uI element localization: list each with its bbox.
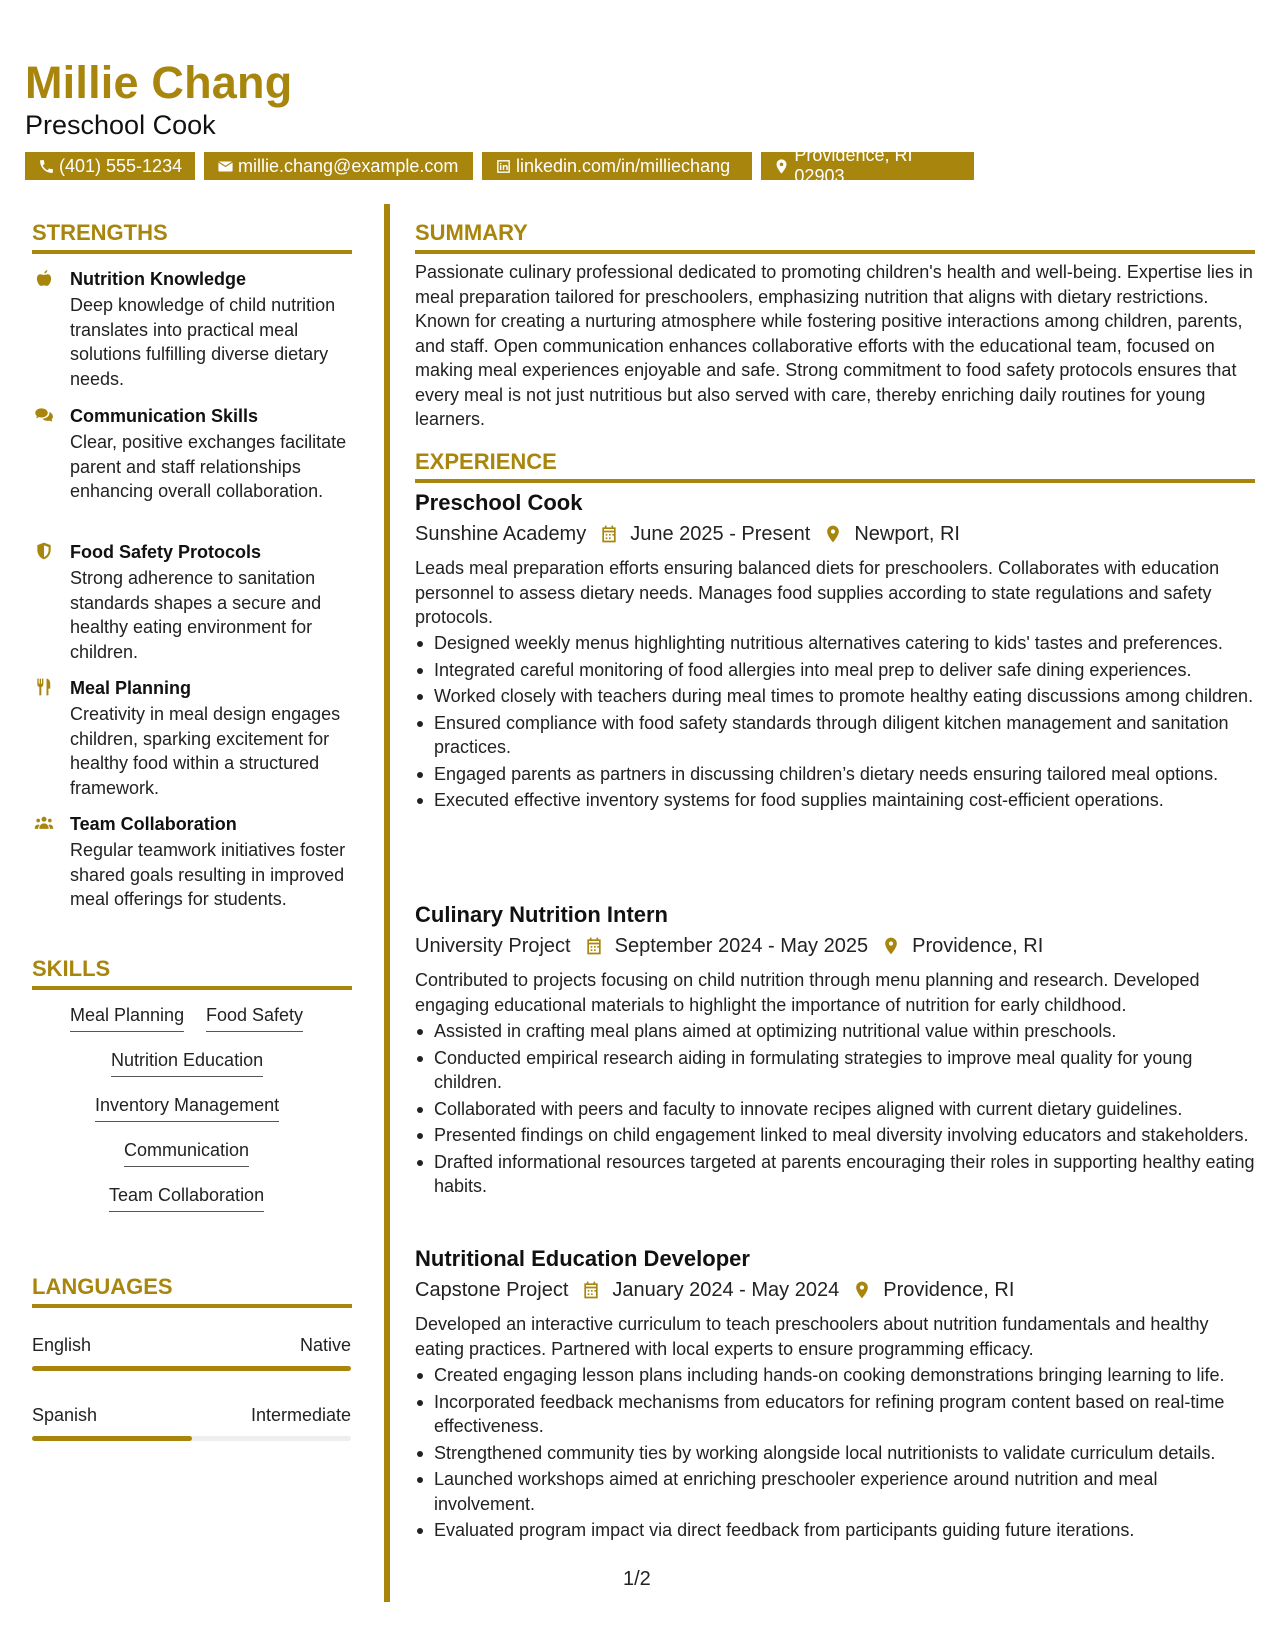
list-item: Ensured compliance with food safety standards through diligent kitchen management and sanitation practices. <box>415 711 1255 760</box>
strength-desc: Regular teamwork initiatives foster shared goals resulting in improved meal offerings for students. <box>70 840 346 909</box>
contact-email[interactable] <box>204 152 473 180</box>
list-item: Worked closely with teachers during meal times to promote healthy eating discussions among children. <box>415 684 1255 709</box>
skill-tag: Inventory Management <box>95 1094 279 1122</box>
page-number: 1/2 <box>623 1568 651 1590</box>
language-name: Spanish <box>32 1405 98 1425</box>
job-org: Capstone Project <box>415 1279 569 1301</box>
language-bar-fill <box>32 1436 192 1441</box>
job-title: Culinary Nutrition Intern <box>415 902 668 927</box>
experience-rule <box>415 479 1255 483</box>
strengths-rule <box>32 250 352 254</box>
language-bar <box>32 1366 351 1371</box>
contact-location <box>761 145 974 186</box>
job-description: Leads meal preparation efforts ensuring balanced diets for preschoolers. Collaborates with education personnel to assess dietary needs. Manages food supplies according to state regulations and safety protocols. <box>415 558 1220 627</box>
envelope-icon <box>216 157 234 175</box>
languages-rule <box>32 1304 352 1308</box>
strength-title: Communication Skills <box>70 406 259 426</box>
skill-tag: Communication <box>124 1139 249 1167</box>
strengths-heading: STRENGTHS <box>32 220 168 245</box>
strength-title: Team Collaboration <box>70 814 237 834</box>
list-item: Conducted empirical research aiding in formulating strategies to improve meal quality for young children. <box>415 1046 1255 1095</box>
candidate-title: Preschool Cook <box>25 110 216 140</box>
experience-heading: EXPERIENCE <box>415 449 557 474</box>
list-item: Presented findings on child engagement linked to meal diversity involving educators and stakeholders. <box>415 1123 1255 1148</box>
job-org: Sunshine Academy <box>415 523 587 545</box>
calendar-icon <box>580 1279 602 1301</box>
job-dates: September 2024 - May 2025 <box>614 935 869 957</box>
languages-heading: LANGUAGES <box>32 1274 173 1299</box>
shield-icon <box>34 541 56 563</box>
apple-icon <box>34 268 56 290</box>
utensils-icon <box>34 677 56 699</box>
map-pin-icon <box>880 935 902 957</box>
job-meta <box>415 522 960 546</box>
strength-title: Nutrition Knowledge <box>70 269 246 289</box>
list-item: Created engaging lesson plans including hands-on cooking demonstrations bringing learning to life. <box>415 1363 1255 1388</box>
contact-phone[interactable] <box>25 152 195 180</box>
job-title: Preschool Cook <box>415 490 583 515</box>
skills-heading: SKILLS <box>32 956 111 981</box>
language-bar <box>32 1436 351 1441</box>
map-pin-icon <box>851 1279 873 1301</box>
calendar-icon <box>583 935 605 957</box>
candidate-name: Millie Chang <box>25 57 293 108</box>
calendar-icon <box>598 523 620 545</box>
strength-title: Food Safety Protocols <box>70 542 262 562</box>
job-location: Providence, RI <box>912 935 1044 957</box>
contact-bar <box>25 145 974 186</box>
list-item: Collaborated with peers and faculty to innovate recipes aligned with current dietary guidelines. <box>415 1097 1255 1122</box>
job-meta <box>415 1278 1014 1302</box>
job-location: Providence, RI <box>883 1279 1015 1301</box>
job-meta <box>415 934 1043 958</box>
contact-linkedin[interactable] <box>482 152 752 180</box>
users-icon <box>34 813 56 835</box>
skills-rule <box>32 986 352 990</box>
job-bullets <box>415 1363 1255 1545</box>
contact-location-text: Providence, RI 02903 <box>794 145 913 186</box>
job-bullets <box>415 631 1255 815</box>
contact-email-text: millie.chang@example.com <box>238 155 459 176</box>
skill-tag: Food Safety <box>206 1004 303 1032</box>
job-description: Developed an interactive curriculum to teach preschoolers about nutrition fundamentals and healthy eating practices. Partnered with local experts to ensure programming efficacy. <box>415 1314 1209 1359</box>
job-location: Newport, RI <box>854 523 960 545</box>
phone-icon <box>37 157 55 175</box>
list-item: Assisted in crafting meal plans aimed at optimizing nutritional value within preschools. <box>415 1019 1255 1044</box>
skill-tag: Team Collaboration <box>109 1184 264 1212</box>
list-item: Evaluated program impact via direct feedback from participants guiding future iterations. <box>415 1518 1255 1543</box>
list-item: Designed weekly menus highlighting nutritious alternatives catering to kids' tastes and preferences. <box>415 631 1255 656</box>
language-bar-fill <box>32 1366 351 1371</box>
list-item: Integrated careful monitoring of food allergies into meal prep to deliver safe dining experiences. <box>415 658 1255 683</box>
column-divider <box>384 204 390 1602</box>
language-level: Native <box>299 1335 351 1355</box>
map-pin-icon <box>773 157 790 175</box>
contact-phone-text: (401) 555-1234 <box>59 155 183 176</box>
job-dates: January 2024 - May 2024 <box>612 1279 840 1301</box>
strength-desc: Creativity in meal design engages children, sparking excitement for healthy food within a structured framework. <box>70 704 341 798</box>
job-description: Contributed to projects focusing on child nutrition through menu planning and research. Developed engaging educational materials to highlight the importance of nutrition for early childhood. <box>415 970 1200 1015</box>
strength-title: Meal Planning <box>70 678 192 698</box>
job-dates: June 2025 - Present <box>630 523 811 545</box>
contact-linkedin-text: linkedin.com/in/milliechang <box>516 155 731 176</box>
job-title: Nutritional Education Developer <box>415 1246 750 1271</box>
list-item: Strengthened community ties by working alongside local nutritionists to validate curriculum details. <box>415 1441 1255 1466</box>
skill-tag: Meal Planning <box>70 1004 184 1032</box>
list-item: Drafted informational resources targeted at parents encouraging their roles in supporting healthy eating habits. <box>415 1150 1255 1199</box>
summary-text: Passionate culinary professional dedicated to promoting children's health and well-being. Expertise lies in meal preparation tailored for preschoolers, emphasizing nutrition that aligns with dietary restrictions. Known for creating a nurturing atmosphere while fostering positive interactions among children, parents, and staff. Open communication enhances collaborative efforts with the educational team, focused on making meal experiences enjoyable and safe. Strong commitment to food safety protocols ensures that every meal is not just nutritious but also served with care, thereby enriching daily routines for young learners. <box>415 262 1253 429</box>
language-name: English <box>32 1335 92 1355</box>
linkedin-icon <box>494 157 512 175</box>
job-bullets <box>415 1019 1255 1201</box>
map-pin-icon <box>822 523 844 545</box>
job-org: University Project <box>415 935 571 957</box>
list-item: Executed effective inventory systems for food supplies maintaining cost-efficient operations. <box>415 788 1255 813</box>
strength-desc: Deep knowledge of child nutrition translates into practical meal solutions fulfilling diverse dietary needs. <box>70 295 336 389</box>
comments-icon <box>34 405 56 427</box>
skill-tag: Nutrition Education <box>111 1049 263 1077</box>
summary-heading: SUMMARY <box>415 220 528 245</box>
list-item: Launched workshops aimed at enriching preschooler experience around nutrition and meal involvement. <box>415 1467 1255 1516</box>
list-item: Incorporated feedback mechanisms from educators for refining program content based on real-time effectiveness. <box>415 1390 1255 1439</box>
strength-desc: Strong adherence to sanitation standards shapes a secure and healthy eating environment for children. <box>70 568 322 662</box>
strength-desc: Clear, positive exchanges facilitate parent and staff relationships enhancing overall collaboration. <box>70 432 347 501</box>
language-level: Intermediate <box>250 1405 351 1425</box>
summary-rule <box>415 250 1255 254</box>
list-item: Engaged parents as partners in discussing children’s dietary needs ensuring tailored meal options. <box>415 762 1255 787</box>
